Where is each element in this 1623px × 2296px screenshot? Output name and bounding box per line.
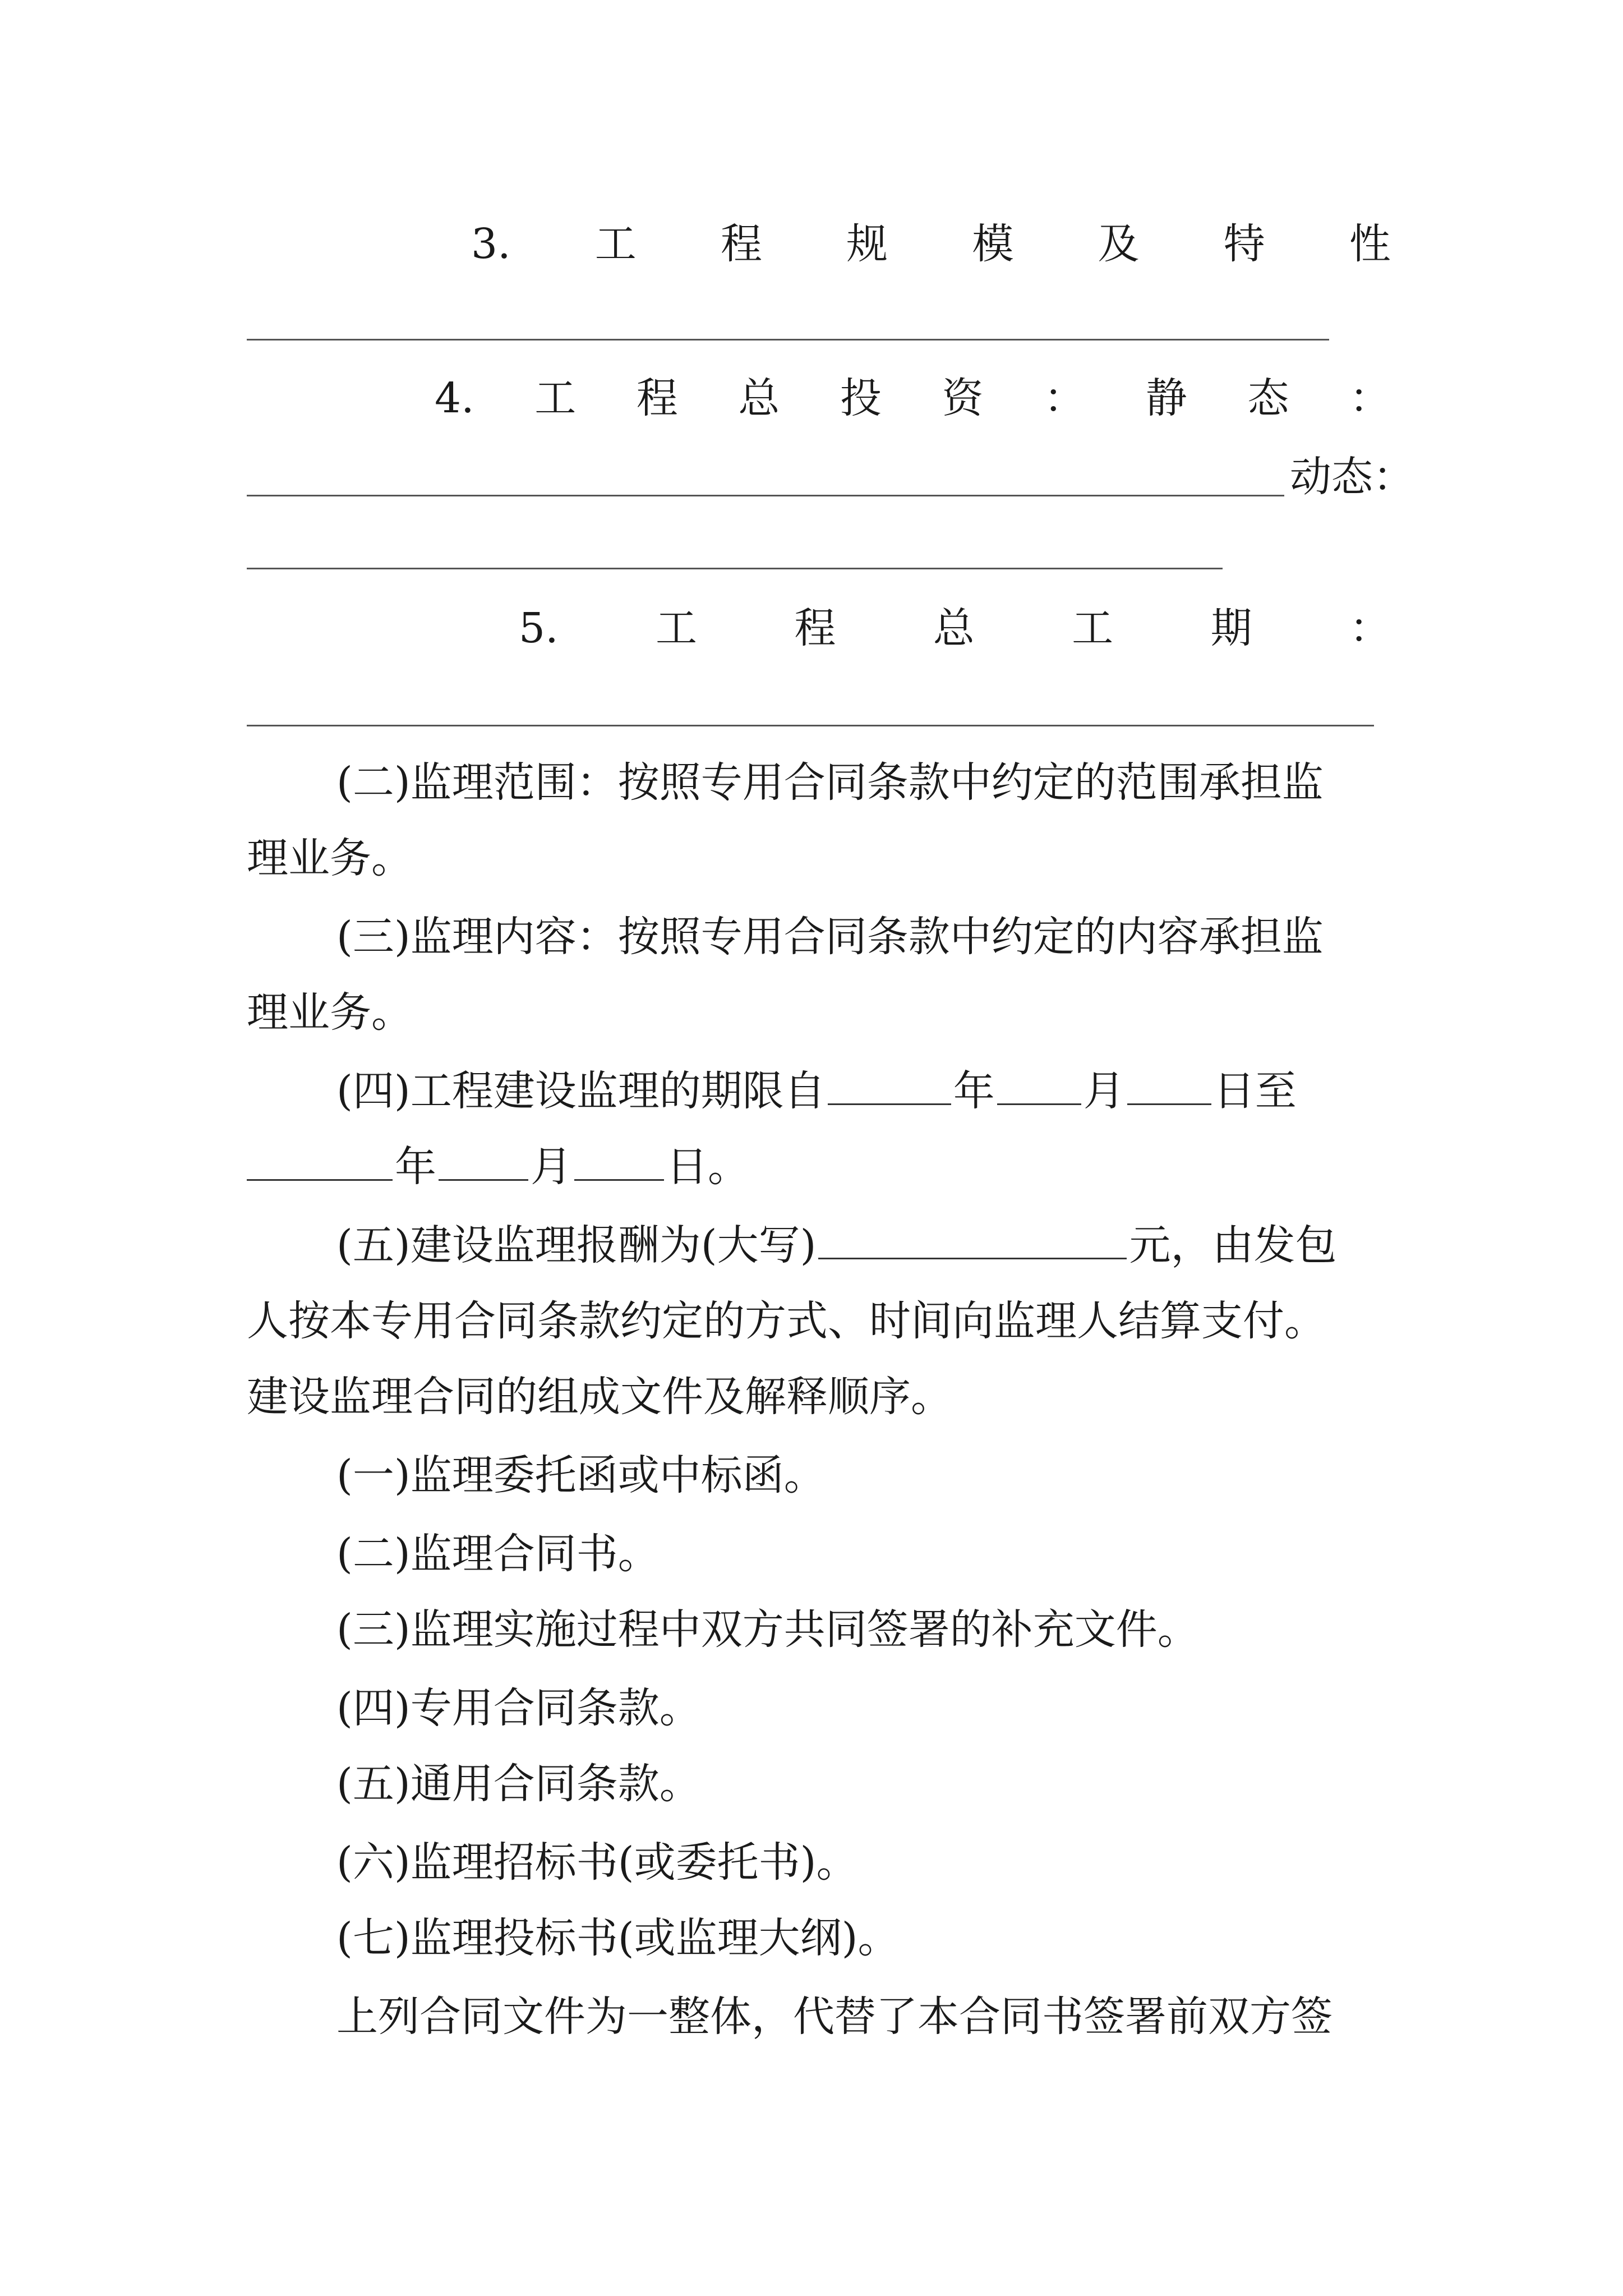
closing-paragraph-line: 上列合同文件为一整体，代替了本合同书签署前双方签 <box>336 1993 1332 2041</box>
item4-char: ： <box>1349 374 1391 422</box>
doc-list-item: (一)监理委托函或中标函。 <box>336 1451 826 1499</box>
fee-amount-blank[interactable] <box>818 1258 1127 1259</box>
item3-char: 及 <box>1098 220 1140 268</box>
item5-char: 总 <box>933 604 975 652</box>
fee-paragraph-line <box>336 1217 1391 1273</box>
blank-line <box>247 339 1329 341</box>
year-blank[interactable] <box>247 1179 393 1181</box>
item4-number: 4. <box>435 374 474 422</box>
doc-list-item: (四)专用合同条款。 <box>336 1684 701 1732</box>
item5-char: 工 <box>1072 604 1114 652</box>
item3-char: 模 <box>972 220 1014 268</box>
fee-suffix: 元，由发包 <box>1129 1221 1337 1269</box>
month-blank[interactable] <box>997 1103 1081 1105</box>
item4-dynamic-label: 动态： <box>1290 453 1414 501</box>
item4-char: 程 <box>636 374 678 422</box>
item4-char: 总 <box>738 374 780 422</box>
item4-heading <box>435 370 1391 426</box>
content-paragraph-line: 理业务。 <box>247 988 413 1037</box>
item4-char: 静 <box>1145 374 1187 422</box>
month-blank[interactable] <box>439 1179 528 1181</box>
item3-char: 规 <box>846 220 888 268</box>
item3-char: 性 <box>1349 220 1391 268</box>
item3-heading <box>471 216 1391 272</box>
item5-char: 期 <box>1210 604 1252 652</box>
item3-number: 3. <box>471 220 511 268</box>
period-prefix: (四)工程建设监理的期限自 <box>336 1067 826 1115</box>
item4-char: ： <box>1044 374 1086 422</box>
scope-paragraph-line: 理业务。 <box>247 834 413 882</box>
fee-paragraph-line: 人按本专用合同条款约定的方式、时间向监理人结算支付。 <box>247 1297 1326 1345</box>
item4-char: 资 <box>942 374 984 422</box>
month-label: 月 <box>1083 1067 1125 1115</box>
doc-list-item: (六)监理招标书(或委托书)。 <box>336 1838 858 1887</box>
year-label: 年 <box>953 1067 995 1115</box>
content-paragraph-line: (三)监理内容：按照专用合同条款中约定的内容承担监 <box>336 913 1324 961</box>
fee-paragraph-line: 建设监理合同的组成文件及解释顺序。 <box>247 1373 952 1421</box>
blank-line <box>247 568 1223 569</box>
month-label: 月 <box>531 1143 572 1191</box>
period-paragraph-line <box>247 1139 1391 1195</box>
fee-prefix: (五)建设监理报酬为(大写) <box>336 1221 817 1269</box>
doc-list-item: (三)监理实施过程中双方共同签署的补充文件。 <box>336 1605 1199 1654</box>
doc-list-item: (二)监理合同书。 <box>336 1530 660 1578</box>
item5-char: 程 <box>794 604 836 652</box>
year-blank[interactable] <box>828 1103 951 1105</box>
day-blank[interactable] <box>574 1179 664 1181</box>
day-end-label: 日。 <box>666 1143 749 1191</box>
year-label: 年 <box>395 1143 436 1191</box>
item4-char: 投 <box>840 374 882 422</box>
day-blank[interactable] <box>1127 1103 1211 1105</box>
scope-paragraph-line: (二)监理范围：按照专用合同条款中约定的范围承担监 <box>336 758 1324 807</box>
item4-char: 态 <box>1247 374 1289 422</box>
blank-line <box>247 495 1284 496</box>
item4-char: 工 <box>534 374 577 422</box>
item3-char: 程 <box>720 220 762 268</box>
item5-char: ： <box>1349 604 1391 652</box>
item5-heading <box>519 600 1391 656</box>
period-paragraph-line <box>336 1063 1391 1119</box>
doc-list-item: (五)通用合同条款。 <box>336 1760 701 1808</box>
item5-char: 工 <box>656 604 697 652</box>
item3-char: 特 <box>1223 220 1265 268</box>
item3-char: 工 <box>594 220 637 268</box>
blank-line <box>247 725 1374 726</box>
doc-list-item: (七)监理投标书(或监理大纲)。 <box>336 1914 900 1962</box>
item5-number: 5. <box>519 604 559 652</box>
day-to-label: 日至 <box>1213 1067 1297 1115</box>
